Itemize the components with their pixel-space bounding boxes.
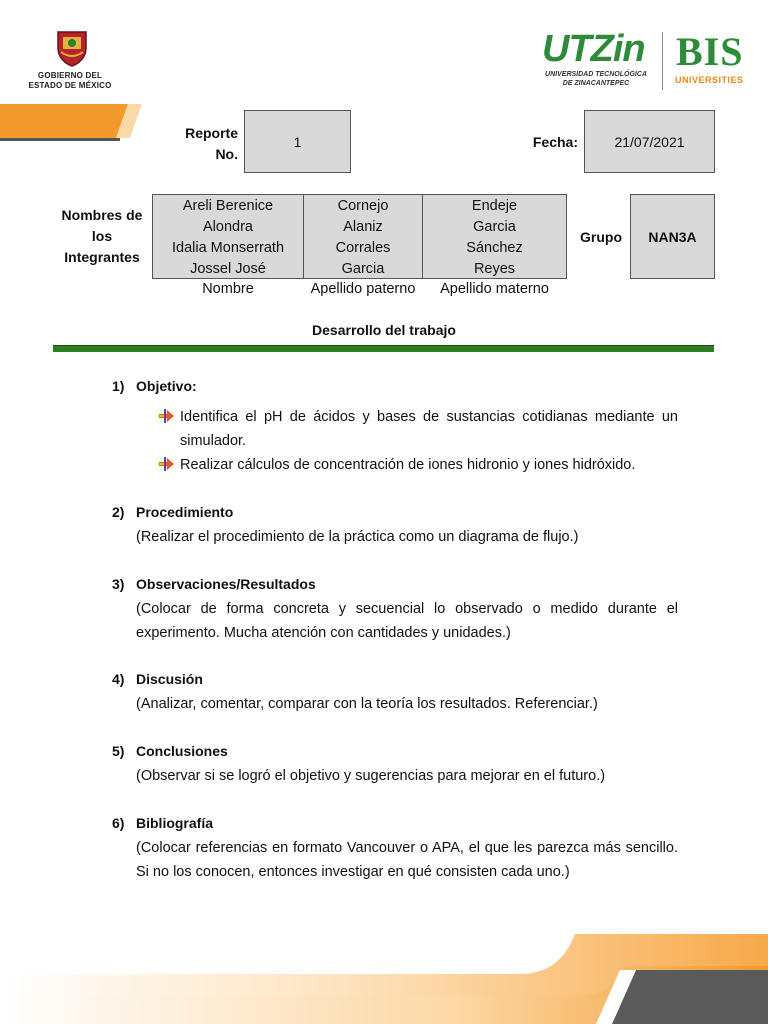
- gov-logo: [20, 28, 120, 92]
- section-number: 1): [112, 378, 125, 394]
- paternal-names-cell[interactable]: [303, 194, 423, 279]
- group-field[interactable]: [630, 194, 715, 279]
- section-number: 5): [112, 743, 125, 759]
- section-text: (Analizar, comentar, comparar con la teoría los resultados. Referenciar.): [136, 696, 598, 712]
- section-text-line2: experimento. Mucha atención con cantidades y unidades.): [136, 625, 511, 641]
- list-item: Corrales: [335, 240, 391, 256]
- list-item: Idalia Monserrath: [171, 240, 285, 256]
- section-title: Observaciones/Resultados: [136, 576, 316, 592]
- list-item: Sánchez: [466, 240, 523, 256]
- caption-paternal: Apellido paterno: [310, 281, 416, 297]
- section-title: Conclusiones: [136, 743, 228, 759]
- section-text-line1: (Colocar de forma concreta y secuencial lo observado o medido durante el: [136, 601, 678, 617]
- section-title: Bibliografía: [136, 815, 214, 831]
- utzin-logo: [540, 28, 655, 90]
- bullet-arrow-icon: [157, 456, 175, 472]
- maternal-names-cell[interactable]: [422, 194, 567, 279]
- section-number: 4): [112, 671, 125, 687]
- caption-first-name: Nombre: [202, 281, 254, 297]
- objective-1-line1: Identifica el pH de ácidos y bases de sustancias cotidianas mediante un: [180, 409, 678, 425]
- bullet-arrow-icon: [157, 408, 175, 424]
- section-text-line1: (Colocar referencias en formato Vancouver o APA, el que les parezca más sencillo.: [136, 840, 678, 856]
- list-item: Garcia: [473, 219, 516, 235]
- logo-divider: [662, 32, 663, 90]
- date-label: Fecha:: [532, 134, 578, 150]
- section-number: 2): [112, 504, 125, 520]
- section-text-line2: Si no los conocen, entonces investigar en qué consisten cada uno.): [136, 864, 570, 880]
- section-number: 3): [112, 576, 125, 592]
- list-item: Areli Berenice: [182, 198, 274, 214]
- list-item: Reyes: [473, 261, 516, 277]
- group-value: NAN3A: [648, 228, 697, 245]
- list-item: Endeje: [471, 198, 518, 214]
- group-label: Grupo: [580, 229, 622, 245]
- report-number-field[interactable]: [244, 110, 351, 173]
- utzin-sub1: UNIVERSIDAD TECNOLÓGICA: [545, 71, 647, 78]
- list-item: Cornejo: [337, 198, 389, 214]
- date-value: 21/07/2021: [614, 133, 685, 150]
- first-names-cell[interactable]: [152, 194, 304, 279]
- report-label: Reporte No.: [185, 125, 238, 162]
- gov-line2: ESTADO DE MÉXICO: [28, 81, 112, 90]
- utzin-wordmark: UTZin: [542, 28, 645, 70]
- gov-line1: GOBIERNO DEL: [37, 71, 103, 80]
- names-label: Nombres de los Integrantes: [61, 207, 143, 265]
- objective-1-line2: simulador.: [180, 433, 247, 449]
- section-title: Discusión: [136, 671, 203, 687]
- section-number: 6): [112, 815, 125, 831]
- section-title: Objetivo:: [136, 378, 197, 394]
- section-text: (Observar si se logró el objetivo y sugerencias para mejorar en el futuro.): [136, 768, 606, 784]
- bis-sub: UNIVERSITIES: [675, 75, 744, 85]
- footer-stripe: [0, 914, 768, 1024]
- section-text: (Realizar el procedimiento de la práctica como un diagrama de flujo.): [136, 529, 579, 545]
- caption-maternal: Apellido materno: [440, 281, 549, 297]
- objective-2-line1: Realizar cálculos de concentración de iones hidronio y iones hidróxido.: [180, 457, 636, 473]
- bis-logo: [672, 28, 762, 90]
- heading-divider: [53, 345, 714, 352]
- date-field[interactable]: [584, 110, 715, 173]
- gov-shield-icon: [52, 28, 92, 68]
- report-number-value: 1: [293, 133, 302, 150]
- list-item: Garcia: [341, 261, 385, 277]
- section-title: Procedimiento: [136, 504, 234, 520]
- utzin-sub2: DE ZINACANTEPEC: [562, 80, 630, 87]
- list-item: Alaniz: [343, 219, 383, 235]
- list-item: Jossel José: [190, 261, 266, 277]
- bis-wordmark: BIS: [676, 29, 744, 74]
- section-heading: Desarrollo del trabajo: [312, 322, 456, 338]
- list-item: Alondra: [203, 219, 253, 235]
